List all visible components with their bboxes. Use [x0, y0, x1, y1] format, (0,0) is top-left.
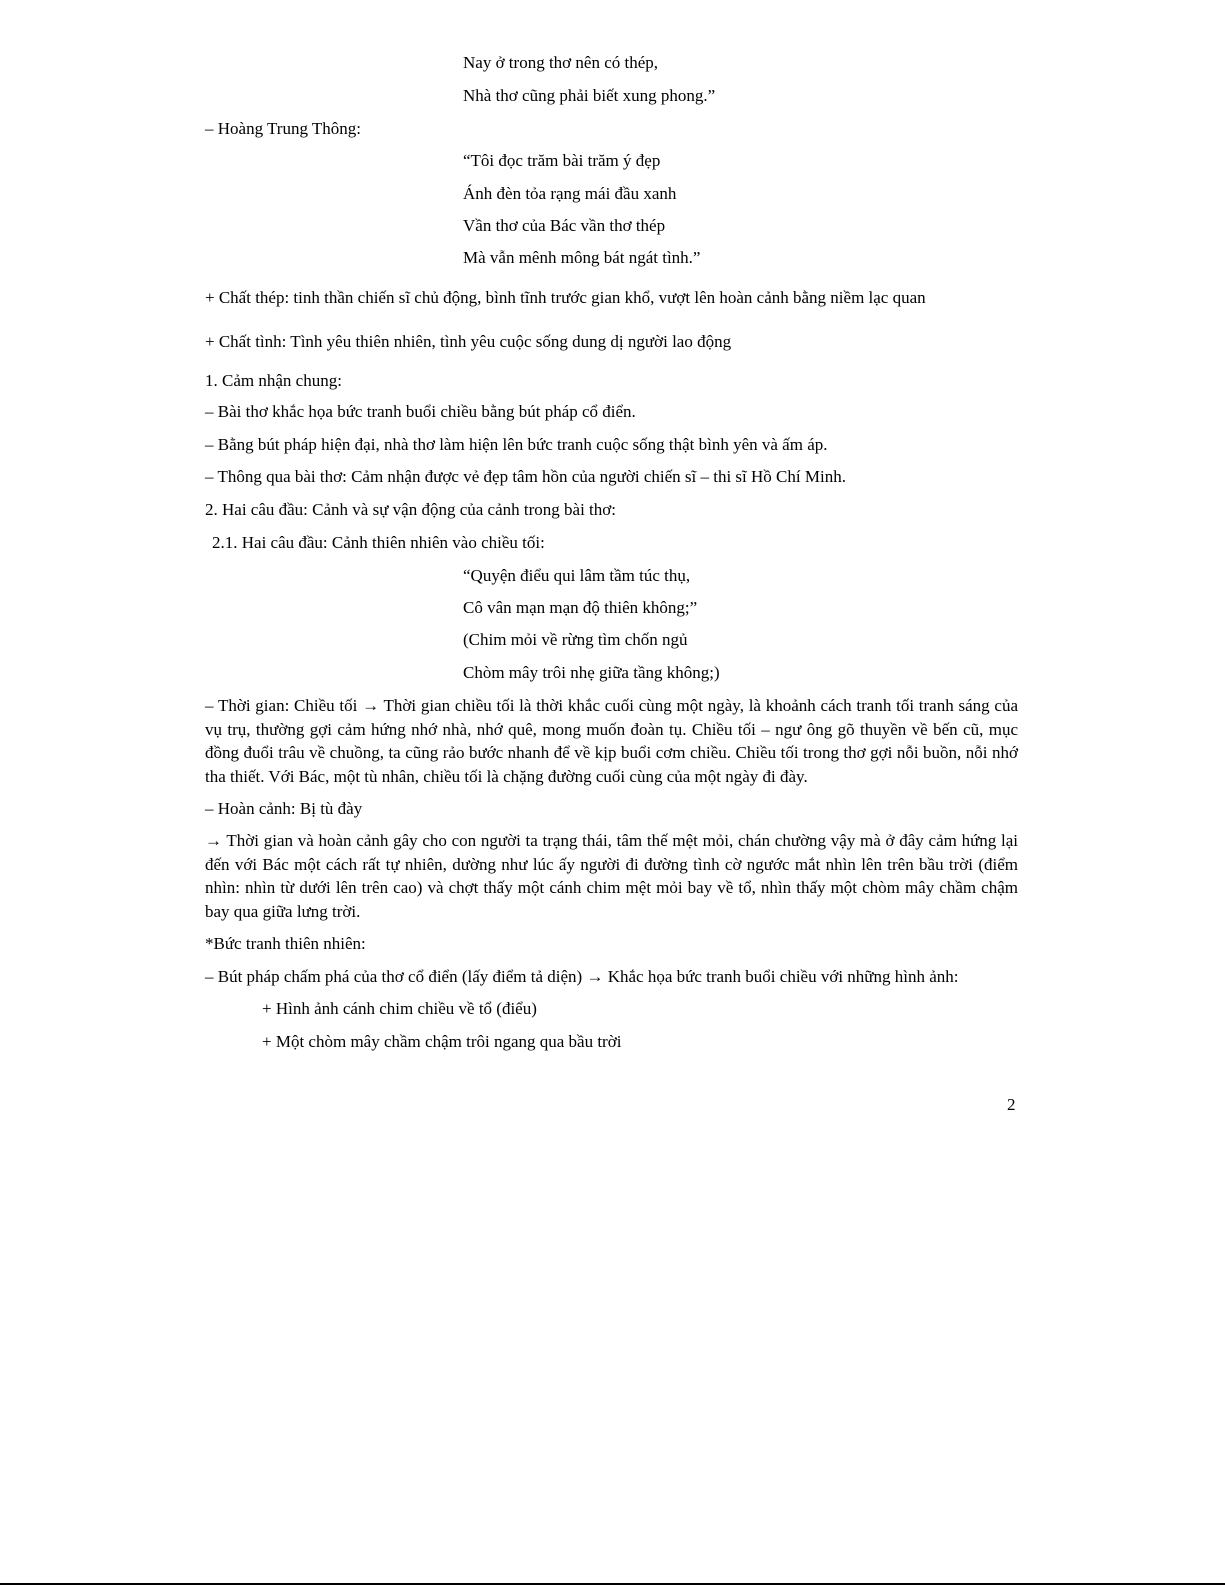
poem-line: Nhà thơ cũng phải biết xung phong.” [463, 86, 716, 105]
section-heading: 2. Hai câu đầu: Cảnh và sự vận động của cảnh trong bài thơ: [205, 500, 616, 519]
poem-line: (Chim mỏi về rừng tìm chốn ngủ [463, 630, 688, 649]
list-item: – Thông qua bài thơ: Cảm nhận được vẻ đẹp tâm hồn của người chiến sĩ – thi sĩ Hồ Chí Minh. [205, 467, 846, 486]
chat-thep-text: + Chất thép: tinh thần chiến sĩ chủ động, bình tĩnh trước gian khổ, vượt lên hoàn cảnh bằng niềm lạc quan [205, 288, 926, 307]
poem-line: Nay ở trong thơ nên có thép, [463, 53, 659, 72]
poem-line: Chòm mây trôi nhẹ giữa tầng không;) [463, 663, 720, 682]
hoan-canh-text: – Hoàn cảnh: Bị tù đày [205, 799, 363, 818]
image-item: + Một chòm mây chầm chậm trôi ngang qua bầu trời [262, 1032, 622, 1051]
poem-line: Vần thơ của Bác vần thơ thép [463, 216, 666, 235]
but-phap-text: – Bút pháp chấm phá của thơ cổ điển (lấy điểm tả diện) → Khắc họa bức tranh buổi chiều với những hình ảnh: [205, 967, 959, 986]
arrow-paragraph: → Thời gian và hoàn cảnh gây cho con người ta trạng thái, tâm thế mệt mỏi, chán chường vậy mà ở đây cảm hứng lại đến với Bác một cách rất tự nhiên, dường như lúc ấy người đi đường tình cờ ngước mắt nhìn lên trên bầu trời (điểm nhìn: nhìn từ dưới lên trên cao) và chợt thấy một cánh chim mệt mỏi bay về tổ, nhìn thấy một chòm mây chầm chậm bay qua giữa lưng trời. [205, 831, 1018, 922]
subsection-heading: 2.1. Hai câu đầu: Cảnh thiên nhiên vào chiều tối: [212, 533, 545, 552]
poem-line: Ánh đèn tỏa rạng mái đầu xanh [463, 184, 677, 203]
list-item: – Bài thơ khắc họa bức tranh buổi chiều bằng bút pháp cổ điển. [205, 402, 636, 421]
poem-line: Mà vẫn mênh mông bát ngát tình.” [463, 248, 701, 267]
image-item: + Hình ảnh cánh chim chiều về tổ (điểu) [262, 999, 537, 1018]
buc-tranh-heading: *Bức tranh thiên nhiên: [205, 934, 366, 953]
author-label: – Hoàng Trung Thông: [205, 119, 362, 138]
chat-tinh-text: + Chất tình: Tình yêu thiên nhiên, tình yêu cuộc sống dung dị người lao động [205, 332, 732, 351]
section-heading: 1. Cảm nhận chung: [205, 371, 342, 390]
poem-line: “Tôi đọc trăm bài trăm ý đẹp [463, 151, 661, 170]
poem-line: “Quyện điểu qui lâm tầm túc thụ, [463, 566, 691, 585]
page-number: 2 [1007, 1095, 1016, 1114]
list-item: – Bằng bút pháp hiện đại, nhà thơ làm hiện lên bức tranh cuộc sống thật bình yên và ấm áp. [205, 435, 828, 454]
thoi-gian-paragraph: – Thời gian: Chiều tối → Thời gian chiều tối là thời khắc cuối cùng một ngày, là khoảnh cách tranh tối tranh sáng của vụ trụ, thường gợi cảm hứng nhớ nhà, nhớ quê, mong muốn đoàn tụ. Chiều tối – ngư ông gõ thuyền về bến cũ, mục đồng đuổi trâu về chuồng, ta cũng rảo bước nhanh để về kịp buổi cơm chiều. Chiều tối trong thơ gợi nỗi buồn, nỗi nhớ tha thiết. Với Bác, một tù nhân, chiều tối là chặng đường cuối cùng của một ngày đi đày. [205, 696, 1018, 787]
poem-line: Cô vân mạn mạn độ thiên không;” [463, 598, 698, 617]
